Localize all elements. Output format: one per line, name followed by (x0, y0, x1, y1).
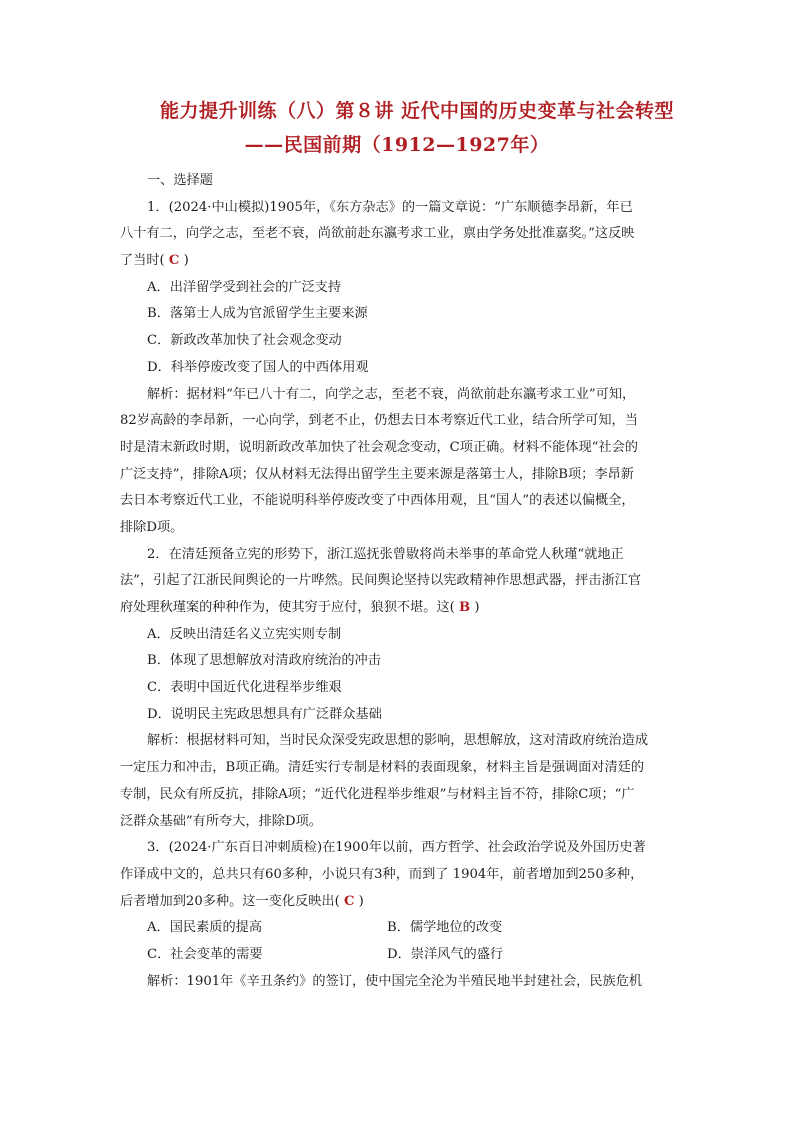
option-row (120, 942, 680, 969)
question-stem: 1．(2024·中山模拟)1905年，《东方杂志》的一篇文章说：“广东顺德李昂新，年已 (147, 199, 633, 215)
explanation: 泛群众基础”有所夸大，排除D项。 (120, 813, 322, 829)
option-d: D．崇洋风气的盛行 (387, 946, 504, 962)
question-stem: 法”，引起了江浙民间舆论的一片哗然。民间舆论坚持以宪政精神作思想武器，抨击浙江官 (120, 573, 642, 589)
section-heading: 一、选择题 (147, 173, 213, 188)
question-stem: 3．(2024·广东百日冲刺质检)在1900年以前，西方哲学、社会政治学说及外国历史著 (147, 840, 646, 856)
document-subtitle: ——民国前期（1912—1927年） (244, 134, 550, 156)
explanation: 排除D项。 (120, 519, 184, 535)
option-a: A．出洋留学受到社会的广泛支持 (147, 279, 342, 295)
option-a: A．国民素质的提高 (147, 920, 263, 936)
answer-letter: C (168, 253, 180, 269)
option-b: B．落第士人成为官派留学生主要来源 (147, 306, 368, 322)
option-b: B．体现了思想解放对清政府统治的冲击 (147, 653, 381, 669)
answer-letter: C (343, 893, 355, 909)
option-row (120, 915, 680, 942)
option-d: D．说明民主宪政思想具有广泛群众基础 (147, 706, 382, 722)
document-title: 能力提升训练（八）第８讲 近代中国的历史变革与社会转型 (159, 100, 675, 122)
stem-text: ) (470, 600, 480, 615)
explanation: 广泛支持”，排除A项；仅从材料无法得出留学生主要来源是落第士人，排除B项；李昂新 (120, 466, 634, 482)
question-stem: 2．在清廷预备立宪的形势下，浙江巡抚张曾敭将尚未举事的革命党人秋瑾“就地正 (147, 546, 624, 562)
explanation: 去日本考察近代工业，不能说明科举停废改变了中西体用观，且“国人”的表述以偏概全， (120, 493, 635, 509)
question-stem (120, 595, 680, 622)
document-body (120, 168, 680, 995)
stem-text: ) (179, 253, 189, 269)
option-d: D．科举停废改变了国人的中西体用观 (147, 359, 369, 375)
stem-text: 后者增加到20多种。这一变化反映出( (120, 893, 344, 909)
explanation: 解析：1901年《辛丑条约》的签订，使中国完全沦为半殖民地半封建社会，民族危机 (147, 973, 643, 989)
question-2 (120, 542, 680, 836)
question-stem: 作译成中文的，总共只有60多种，小说只有3种，而到了 1904年，前者增加到250多种， (120, 866, 644, 882)
question-1 (120, 195, 680, 542)
explanation: 解析：据材料“年已八十有二，向学之志，至老不衰，尚欲前赴东瀛考求工业”可知， (147, 386, 636, 402)
option-c: C．新政改革加快了社会观念变动 (147, 333, 342, 349)
question-stem: 八十有二，向学之志，至老不衰，尚欲前赴东瀛考求工业，禀由学务处批准嘉奖。”这反映 (120, 226, 635, 242)
explanation: 专制，民众有所反抗，排除A项；“近代化进程举步维艰”与材料主旨不符，排除C项；“广 (120, 786, 635, 802)
question-3 (120, 835, 680, 995)
option-a: A．反映出清廷名义立宪实则专制 (147, 626, 342, 642)
answer-letter: B (459, 600, 471, 615)
option-b: B．儒学地位的改变 (387, 920, 503, 936)
stem-text: 府处理秋瑾案的种种作为，使其穷于应付，狼狈不堪。这( (120, 600, 460, 615)
option-c: C．社会变革的需要 (147, 946, 263, 962)
option-c: C．表明中国近代化进程举步维艰 (147, 680, 342, 696)
stem-text: ) (354, 893, 364, 909)
explanation: 一定压力和冲击，B项正确。清廷实行专制是材料的表面现象，材料主旨是强调面对清廷的 (120, 760, 644, 776)
question-stem (120, 248, 680, 275)
explanation: 解析：根据材料可知，当时民众深受宪政思想的影响，思想解放，这对清政府统治造成 (147, 733, 649, 749)
stem-text: 了当时( (120, 253, 169, 269)
explanation: 时是清末新政时期，说明新政改革加快了社会观念变动，C项正确。材料不能体现“社会的 (120, 439, 638, 455)
question-stem (120, 889, 680, 916)
explanation: 82岁高龄的李昂新，一心向学，到老不止，仍想去日本考察近代工业，结合所学可知，当 (120, 413, 638, 429)
